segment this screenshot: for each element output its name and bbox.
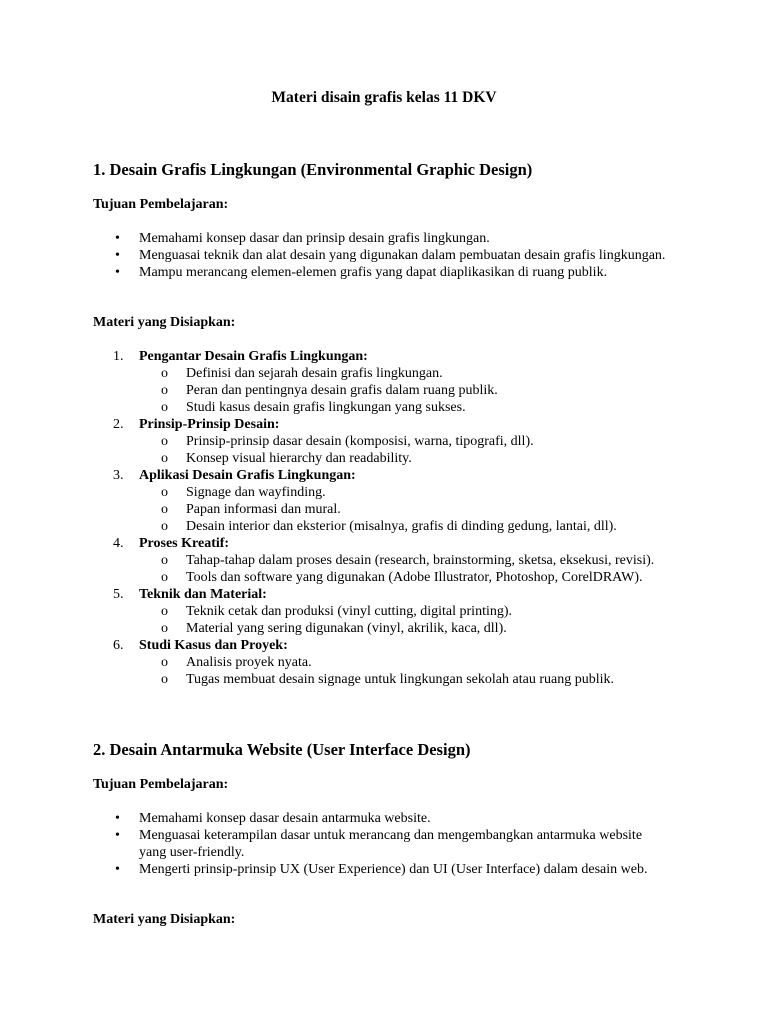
topic-item [0, 586, 699, 637]
circle-bullet-icon: o [161, 570, 168, 585]
subitem-text: Material yang sering digunakan (vinyl, akrilik, kaca, dll). [186, 621, 507, 636]
topic-item [0, 416, 699, 467]
subitem-text: Konsep visual hierarchy dan readability. [186, 451, 412, 466]
topic-item [0, 348, 699, 416]
circle-bullet-icon: o [161, 366, 168, 381]
subitem-text: Tugas membuat desain signage untuk lingkungan sekolah atau ruang publik. [186, 672, 614, 687]
goal-text: Mengerti prinsip-prinsip UX (User Experience) dan UI (User Interface) dalam desain web. [139, 862, 648, 877]
topic-number: 6. [113, 638, 124, 653]
bullet-icon: • [115, 265, 120, 280]
subitem [139, 620, 676, 637]
subitem [139, 365, 676, 382]
topic-number: 5. [113, 587, 124, 602]
subitem [139, 433, 676, 450]
subitem-text: Papan informasi dan mural. [186, 502, 341, 517]
subitem-text: Studi kasus desain grafis lingkungan yang sukses. [186, 400, 466, 415]
section-1-goals-heading: Tujuan Pembelajaran: [93, 197, 229, 212]
subitem [139, 399, 676, 416]
subitem-text: Signage dan wayfinding. [186, 485, 326, 500]
subitem [139, 484, 676, 501]
bullet-icon: • [115, 248, 120, 263]
topic-label: Teknik dan Material: [139, 587, 267, 602]
circle-bullet-icon: o [161, 553, 168, 568]
subitem [139, 518, 676, 535]
topic-label: Pengantar Desain Grafis Lingkungan: [139, 349, 368, 364]
circle-bullet-icon: o [161, 383, 168, 398]
topic-number: 2. [113, 417, 124, 432]
subitem [139, 603, 676, 620]
goal-item [0, 810, 669, 827]
bullet-icon: • [115, 828, 120, 843]
section-2-goals-heading: Tujuan Pembelajaran: [93, 777, 229, 792]
topic-label: Proses Kreatif: [139, 536, 230, 551]
goal-text: Memahami konsep dasar desain antarmuka website. [139, 811, 431, 826]
section-1-heading: 1. Desain Grafis Lingkungan (Environmental Graphic Design) [93, 160, 533, 179]
circle-bullet-icon: o [161, 502, 168, 517]
subitem-text: Prinsip-prinsip dasar desain (komposisi, warna, tipografi, dll). [186, 434, 534, 449]
topic-subitems [139, 365, 699, 416]
topic-number: 1. [113, 349, 124, 364]
topic-label: Aplikasi Desain Grafis Lingkungan: [139, 468, 356, 483]
subitem [139, 569, 676, 586]
goal-item [0, 264, 669, 281]
subitem-text: Peran dan pentingnya desain grafis dalam ruang publik. [186, 383, 498, 398]
goal-text: Mampu merancang elemen-elemen grafis yang dapat diaplikasikan di ruang publik. [139, 265, 608, 280]
goal-item [0, 827, 669, 861]
topic-label: Studi Kasus dan Proyek: [139, 638, 288, 653]
subitem-text: Desain interior dan eksterior (misalnya, grafis di dinding gedung, lantai, dll). [186, 519, 617, 534]
circle-bullet-icon: o [161, 655, 168, 670]
topic-item [0, 535, 699, 586]
topic-item [0, 637, 699, 688]
subitem-text: Tools dan software yang digunakan (Adobe Illustrator, Photoshop, CorelDRAW). [186, 570, 643, 585]
section-1-goals-list [0, 230, 768, 281]
subitem [139, 654, 676, 671]
section-2-goals-list [0, 810, 768, 878]
topic-subitems [139, 654, 699, 688]
bullet-icon: • [115, 811, 120, 826]
circle-bullet-icon: o [161, 519, 168, 534]
circle-bullet-icon: o [161, 434, 168, 449]
circle-bullet-icon: o [161, 451, 168, 466]
bullet-icon: • [115, 231, 120, 246]
section-1-topics-list [0, 348, 768, 688]
bullet-icon: • [115, 862, 120, 877]
document-title: Materi disain grafis kelas 11 DKV [271, 89, 497, 106]
circle-bullet-icon: o [161, 621, 168, 636]
goal-text: Menguasai teknik dan alat desain yang digunakan dalam pembuatan desain grafis lingkungan. [139, 248, 666, 263]
section-2-materials-heading: Materi yang Disiapkan: [93, 912, 236, 927]
circle-bullet-icon: o [161, 400, 168, 415]
topic-label: Prinsip-Prinsip Desain: [139, 417, 280, 432]
circle-bullet-icon: o [161, 604, 168, 619]
topic-subitems [139, 433, 699, 467]
circle-bullet-icon: o [161, 485, 168, 500]
goal-item [0, 230, 669, 247]
subitem [139, 450, 676, 467]
subitem-text: Analisis proyek nyata. [186, 655, 312, 670]
subitem-text: Teknik cetak dan produksi (vinyl cutting, digital printing). [186, 604, 513, 619]
subitem [139, 382, 676, 399]
section-2-heading: 2. Desain Antarmuka Website (User Interface Design) [93, 740, 471, 759]
goal-item [0, 861, 669, 878]
topic-subitems [139, 484, 699, 535]
subitem [139, 671, 676, 688]
topic-subitems [139, 603, 699, 637]
topic-number: 3. [113, 468, 124, 483]
subitem [139, 552, 676, 569]
topic-item [0, 467, 699, 535]
subitem [139, 501, 676, 518]
goal-text: Menguasai keterampilan dasar untuk merancang dan mengembangkan antarmuka website yang user-friendly. [139, 828, 643, 860]
subitem-text: Tahap-tahap dalam proses desain (research, brainstorming, sketsa, eksekusi, revisi). [186, 553, 655, 568]
topic-number: 4. [113, 536, 124, 551]
topic-subitems [139, 552, 699, 586]
subitem-text: Definisi dan sejarah desain grafis lingkungan. [186, 366, 443, 381]
goal-item [0, 247, 669, 264]
goal-text: Memahami konsep dasar dan prinsip desain grafis lingkungan. [139, 231, 490, 246]
section-1-materials-heading: Materi yang Disiapkan: [93, 315, 236, 330]
circle-bullet-icon: o [161, 672, 168, 687]
